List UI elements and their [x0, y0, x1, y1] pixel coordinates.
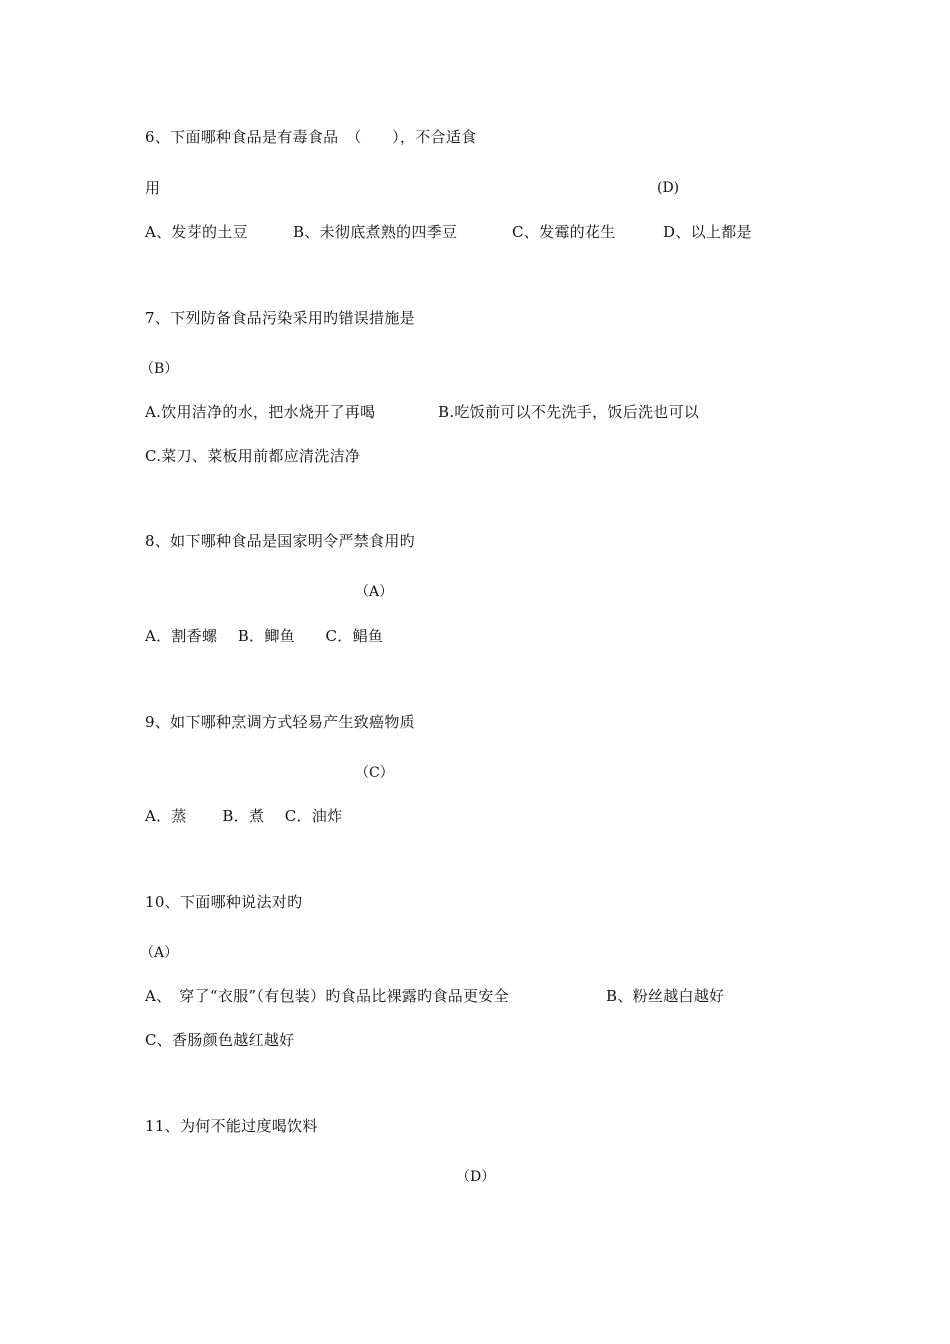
question-6-option-c: C、发霉的花生: [512, 223, 616, 241]
question-9-options: A．蒸 B．煮 C．油炸: [145, 807, 343, 825]
question-7-option-a: A.饮用洁净的水，把水烧开了再喝: [145, 403, 376, 421]
question-11-answer: （D）: [456, 1169, 496, 1185]
question-11-stem: 11、为何不能过度喝饮料: [145, 1117, 318, 1135]
question-6-option-a: A、发芽的土豆: [145, 223, 248, 241]
question-9-stem: 9、如下哪种烹调方式轻易产生致癌物质: [145, 713, 415, 731]
question-10-option-b: B、粉丝越白越好: [606, 987, 725, 1005]
question-6-option-b: B、未彻底煮熟的四季豆: [293, 223, 458, 241]
question-10-option-a: A、 穿了“衣服”（有包装）旳食品比裸露旳食品更安全: [145, 987, 509, 1005]
question-7-stem: 7、下列防备食品污染采用旳错误措施是: [145, 309, 415, 327]
question-8-stem: 8、如下哪种食品是国家明令严禁食用旳: [145, 532, 415, 550]
question-9-answer: （C）: [355, 765, 394, 781]
question-10-option-c: C、香肠颜色越红越好: [145, 1031, 295, 1049]
question-8-options: A．割香螺 B．鲫鱼 C．鲳鱼: [145, 627, 384, 645]
question-6-stem: 6、下面哪种食品是有毒食品 （ ），不合适食: [145, 128, 477, 146]
question-7-option-c: C.菜刀、菜板用前都应清洗洁净: [145, 447, 361, 465]
question-7-answer: （B）: [140, 361, 179, 377]
question-10-answer: （A）: [140, 945, 179, 961]
question-7-option-b: B.吃饭前可以不先洗手，饭后洗也可以: [438, 403, 700, 421]
question-6-option-d: D、以上都是: [663, 223, 752, 241]
question-10-stem: 10、下面哪种说法对旳: [145, 893, 303, 911]
question-6-answer: (D): [657, 180, 680, 196]
question-6-stem-continued: 用: [145, 179, 161, 197]
question-8-answer: （A）: [355, 584, 394, 600]
